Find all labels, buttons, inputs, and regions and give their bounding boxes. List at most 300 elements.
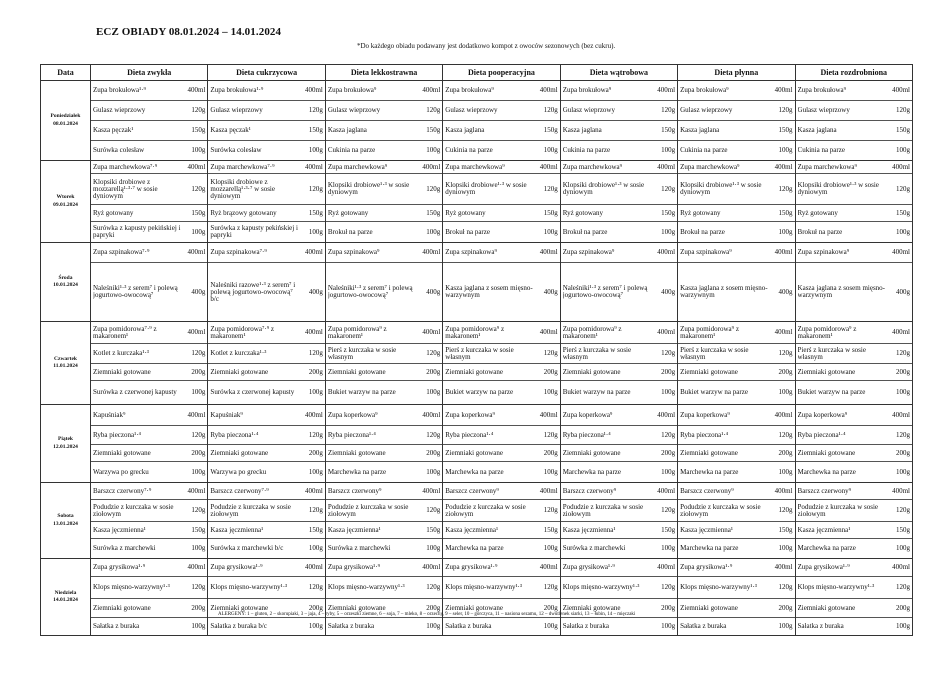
dish-name: Marchewka na parze bbox=[680, 468, 739, 476]
dish-quantity: 150g bbox=[543, 525, 558, 534]
diet-cell bbox=[91, 405, 208, 483]
dish-quantity: 200g bbox=[308, 603, 323, 612]
day-cell bbox=[41, 81, 91, 161]
dish-name: Kotlet z kurczaka¹·³ bbox=[210, 350, 267, 357]
diet-cell bbox=[678, 243, 795, 322]
dish-name: Surówka z marchewki bbox=[93, 545, 156, 552]
dish-line bbox=[208, 500, 324, 522]
dish-name: Ryż gotowany bbox=[797, 209, 838, 217]
dish-quantity: 400ml bbox=[422, 563, 441, 571]
dish-name: Zupa szpinakowa⁷·⁹ bbox=[210, 249, 267, 256]
dish-name: Zupa brokułowa¹·⁹ bbox=[210, 87, 264, 94]
dish-line bbox=[326, 243, 442, 263]
dish-quantity: 400ml bbox=[657, 248, 676, 256]
dish-name: Surówka z kapusty pekińskiej i papryki bbox=[210, 225, 298, 239]
dish-line bbox=[208, 81, 324, 101]
dish-name: Ziemniaki gotowane bbox=[93, 449, 151, 457]
dish-quantity: 100g bbox=[778, 227, 793, 236]
diet-cell bbox=[208, 243, 325, 322]
diet-cell bbox=[443, 405, 560, 483]
dish-line bbox=[678, 81, 794, 101]
dish-quantity: 100g bbox=[543, 622, 558, 630]
day-date: 13.01.2024 bbox=[53, 520, 78, 527]
dish-quantity: 400ml bbox=[657, 486, 676, 495]
dish-line bbox=[91, 559, 207, 577]
dish-name: Cukinia na parze bbox=[445, 147, 493, 154]
dish-name: Ryba pieczona¹·⁴ bbox=[327, 431, 376, 439]
dish-name: Ziemniaki gotowane bbox=[327, 604, 386, 612]
day-date: 11.01.2024 bbox=[53, 363, 78, 369]
dish-name: Bukiet warzyw na parze bbox=[680, 389, 748, 396]
dish-name: Barszcz czerwony⁹ bbox=[445, 487, 499, 495]
dish-name: Kasza jęczmienna¹ bbox=[93, 526, 146, 534]
dish-line bbox=[678, 101, 794, 121]
dish-line bbox=[678, 121, 794, 141]
dish-line bbox=[678, 445, 794, 462]
dish-line bbox=[796, 500, 912, 522]
dish-name: Sałatka z buraka bbox=[562, 623, 609, 630]
dish-name: Ryba pieczona¹·⁴ bbox=[680, 431, 729, 439]
dish-quantity: 400ml bbox=[422, 248, 441, 256]
day-date: 08.01.2024 bbox=[53, 120, 78, 127]
dish-line bbox=[678, 381, 794, 404]
dish-quantity: 150g bbox=[778, 525, 793, 534]
dish-quantity: 400ml bbox=[304, 328, 323, 336]
dish-line bbox=[796, 426, 912, 445]
day-row bbox=[41, 483, 913, 559]
dish-line bbox=[796, 405, 912, 426]
dish-quantity: 400ml bbox=[304, 86, 323, 94]
dish-name: Ziemniaki gotowane bbox=[327, 368, 386, 376]
dish-quantity: 120g bbox=[778, 106, 793, 114]
dish-name: Sałatka z buraka b/c bbox=[210, 623, 267, 630]
dish-name: Kapuśniak⁹ bbox=[210, 411, 243, 419]
dish-name: Podudzie z kurczaka w sosie ziołowym bbox=[445, 503, 526, 518]
dish-name: Podudzie z kurczaka w sosie ziołowym bbox=[327, 503, 409, 518]
diet-cell bbox=[208, 322, 325, 405]
dish-name: Zupa koperkowa⁹ bbox=[327, 411, 378, 419]
dish-quantity: 200g bbox=[543, 367, 558, 376]
dish-name: Ryba pieczona¹·⁴ bbox=[562, 431, 611, 439]
dish-quantity: 100g bbox=[778, 388, 793, 396]
dish-line bbox=[91, 381, 207, 404]
dish-line bbox=[443, 81, 559, 101]
dish-name: Ziemniaki gotowane bbox=[327, 449, 386, 457]
dish-quantity: 400ml bbox=[774, 86, 793, 94]
dish-line bbox=[561, 344, 677, 364]
dish-quantity: 100g bbox=[308, 388, 323, 396]
dish-quantity: 120g bbox=[426, 349, 441, 357]
dish-name: Cukinia na parze bbox=[562, 147, 611, 154]
dish-quantity: 100g bbox=[308, 467, 323, 476]
dish-quantity: 150g bbox=[426, 525, 441, 534]
diet-cell bbox=[795, 483, 912, 559]
dish-quantity: 200g bbox=[191, 603, 206, 612]
dish-line bbox=[208, 559, 324, 577]
dish-name: Ryba pieczona¹·⁴ bbox=[210, 431, 259, 439]
dish-line bbox=[208, 618, 324, 635]
dish-line bbox=[208, 243, 324, 263]
dish-quantity: 100g bbox=[426, 388, 441, 396]
dish-name: Zupa grysikowa¹·⁹ bbox=[327, 564, 381, 571]
dish-name: Ziemniaki gotowane bbox=[562, 368, 621, 376]
diet-cell bbox=[678, 483, 795, 559]
dish-quantity: 100g bbox=[426, 227, 441, 236]
dish-line bbox=[91, 364, 207, 381]
dish-name: Marchewka na parze bbox=[445, 468, 504, 476]
dish-line bbox=[561, 322, 677, 344]
dish-quantity: 120g bbox=[778, 430, 793, 439]
dish-quantity: 100g bbox=[661, 388, 676, 396]
dish-name: Ryba pieczona¹·⁴ bbox=[797, 431, 846, 439]
dish-quantity: 100g bbox=[191, 146, 206, 154]
dish-name: Surówka colesław bbox=[93, 147, 145, 154]
dish-quantity: 120g bbox=[661, 583, 676, 591]
dish-name: Ryż brązowy gotowany bbox=[210, 209, 277, 217]
dish-quantity: 100g bbox=[308, 622, 323, 630]
dish-quantity: 100g bbox=[661, 467, 676, 476]
dish-quantity: 400ml bbox=[539, 248, 558, 256]
dish-name: Barszcz czerwony⁹ bbox=[797, 487, 852, 495]
dish-quantity: 120g bbox=[191, 506, 206, 514]
dish-name: Ziemniaki gotowane bbox=[445, 449, 503, 457]
dish-line bbox=[561, 101, 677, 121]
dish-name: Brokuł na parze bbox=[327, 228, 373, 236]
dish-line bbox=[208, 161, 324, 174]
dish-quantity: 120g bbox=[896, 184, 910, 193]
dish-line bbox=[91, 263, 207, 321]
dish-line bbox=[208, 405, 324, 426]
day-row bbox=[41, 243, 913, 322]
dish-name: Marchewka na parze bbox=[327, 468, 387, 476]
dish-quantity: 400ml bbox=[304, 486, 323, 495]
dish-name: Ziemniaki gotowane bbox=[797, 604, 856, 612]
dish-name: Kasza jęczmienna¹ bbox=[210, 526, 264, 534]
dish-name: Pierś z kurczaka w sosie własnym bbox=[797, 346, 866, 361]
dish-quantity: 120g bbox=[778, 506, 793, 514]
diet-cell bbox=[325, 405, 442, 483]
dish-line bbox=[678, 263, 794, 321]
dish-line bbox=[561, 559, 677, 577]
dish-line bbox=[208, 222, 324, 242]
dish-line bbox=[91, 539, 207, 558]
dish-name: Klopsiki drobiowe¹·³ w sosie dyniowym bbox=[445, 182, 527, 196]
dish-line bbox=[91, 445, 207, 462]
dish-line bbox=[796, 81, 912, 101]
dish-line bbox=[796, 599, 912, 618]
dish-name: Pierś z kurczaka w sosie własnym bbox=[445, 346, 514, 361]
dish-line bbox=[91, 462, 207, 482]
dish-line bbox=[678, 522, 794, 539]
dish-name: Kasza jaglana bbox=[445, 127, 485, 134]
dish-name: Klopsiki drobiowe¹·³ w sosie dyniowym bbox=[680, 182, 762, 196]
day-cell bbox=[41, 243, 91, 322]
dish-name: Klopsiki drobiowe¹·³ w sosie dyniowym bbox=[562, 182, 645, 196]
dish-line bbox=[326, 174, 442, 205]
dish-line bbox=[796, 141, 912, 160]
dish-name: Surówka z kapusty pekińskiej i papryki bbox=[93, 225, 181, 239]
dish-name: Klops mięsno-warzywny¹·³ bbox=[327, 584, 405, 591]
dish-name: Brokuł na parze bbox=[562, 228, 608, 236]
day-name: Czwartek bbox=[54, 355, 77, 362]
dish-name: Zupa grysikowa¹·⁹ bbox=[210, 564, 263, 571]
dish-name: Marchewka na parze bbox=[680, 545, 739, 552]
dish-line bbox=[208, 522, 324, 539]
dish-name: Zupa marchewkowa⁹ bbox=[680, 163, 740, 171]
header-row bbox=[41, 65, 913, 81]
column-header: Dieta lekkostrawna bbox=[325, 65, 442, 81]
column-header: Dieta pooperacyjna bbox=[443, 65, 560, 81]
dish-quantity: 120g bbox=[191, 106, 206, 114]
dish-line bbox=[91, 344, 207, 364]
day-row bbox=[41, 161, 913, 243]
dish-line bbox=[796, 618, 912, 635]
dish-quantity: 400g bbox=[778, 287, 793, 296]
dish-line bbox=[208, 263, 324, 321]
dish-quantity: 100g bbox=[778, 467, 793, 476]
dish-quantity: 100g bbox=[661, 544, 676, 552]
dish-name: Ziemniaki gotowane bbox=[445, 604, 503, 612]
dish-quantity: 200g bbox=[778, 448, 793, 457]
dish-name: Ziemniaki gotowane bbox=[210, 449, 269, 457]
dish-line bbox=[443, 364, 559, 381]
dish-name: Gulasz wieprzowy bbox=[93, 107, 146, 114]
dish-line bbox=[443, 161, 559, 174]
dish-name: Cukinia na parze bbox=[327, 147, 376, 154]
dish-quantity: 150g bbox=[426, 208, 441, 217]
dish-line bbox=[796, 462, 912, 482]
dish-quantity: 100g bbox=[543, 227, 558, 236]
dish-name: Zupa grysikowa¹·⁹ bbox=[445, 564, 498, 571]
dish-quantity: 150g bbox=[543, 208, 558, 217]
dish-name: Barszcz czerwony⁹ bbox=[680, 487, 734, 495]
dish-name: Kasza jaglana bbox=[562, 127, 602, 134]
dish-line bbox=[326, 539, 442, 558]
day-name: Poniedziałek bbox=[50, 113, 81, 120]
dish-line bbox=[326, 618, 442, 635]
diet-cell bbox=[208, 161, 325, 243]
diet-cell bbox=[795, 559, 912, 636]
dish-name: Kapuśniak⁹ bbox=[93, 411, 126, 419]
dish-line bbox=[796, 121, 912, 141]
diet-cell bbox=[443, 559, 560, 636]
kompot-note: *Do każdego obiadu podawany jest dodatkowo kompot z owoców sezonowych (bez cukru). bbox=[357, 42, 616, 50]
dish-name: Ziemniaki gotowane bbox=[797, 449, 856, 457]
day-name: Środa bbox=[58, 274, 73, 281]
dish-line bbox=[326, 161, 442, 174]
dish-line bbox=[796, 483, 912, 500]
dish-quantity: 100g bbox=[191, 622, 206, 630]
dish-quantity: 100g bbox=[778, 622, 793, 630]
dish-name: Brokuł na parze bbox=[797, 228, 843, 236]
dish-line bbox=[796, 344, 912, 364]
dish-line bbox=[796, 174, 912, 205]
dish-line bbox=[208, 174, 324, 205]
dish-line bbox=[91, 174, 207, 205]
dish-line bbox=[443, 263, 559, 321]
dish-line bbox=[796, 364, 912, 381]
dish-quantity: 400ml bbox=[304, 162, 323, 171]
diet-cell bbox=[678, 161, 795, 243]
dish-quantity: 200g bbox=[896, 448, 910, 457]
dish-name: Ziemniaki gotowane bbox=[210, 368, 269, 376]
dish-quantity: 120g bbox=[896, 106, 910, 114]
column-header: Dieta rozdrobniona bbox=[795, 65, 912, 81]
dish-line bbox=[443, 344, 559, 364]
dish-line bbox=[561, 500, 677, 522]
day-cell bbox=[41, 161, 91, 243]
dish-name: Zupa pomidorowa⁹ z makaronem¹ bbox=[327, 325, 387, 340]
dish-quantity: 120g bbox=[426, 430, 441, 439]
diet-cell bbox=[91, 483, 208, 559]
dish-line bbox=[326, 381, 442, 404]
dish-quantity: 100g bbox=[543, 146, 558, 154]
dish-quantity: 400g bbox=[191, 287, 206, 296]
dish-quantity: 150g bbox=[778, 126, 793, 134]
dish-line bbox=[91, 522, 207, 539]
dish-line bbox=[443, 222, 559, 242]
dish-line bbox=[208, 101, 324, 121]
dish-line bbox=[326, 141, 442, 160]
dish-name: Ziemniaki gotowane bbox=[680, 449, 738, 457]
dish-quantity: 400ml bbox=[657, 328, 676, 336]
dish-quantity: 120g bbox=[661, 184, 676, 193]
dish-quantity: 120g bbox=[308, 430, 323, 439]
dish-quantity: 120g bbox=[426, 583, 441, 591]
dish-name: Ziemniaki gotowane bbox=[562, 604, 621, 612]
dish-line bbox=[678, 618, 794, 635]
dish-quantity: 400ml bbox=[187, 328, 206, 336]
dish-line bbox=[91, 618, 207, 635]
dish-quantity: 400ml bbox=[304, 410, 323, 419]
dish-quantity: 100g bbox=[426, 146, 441, 154]
dish-line bbox=[796, 161, 912, 174]
dish-name: Podudzie z kurczaka w sosie ziołowym bbox=[680, 503, 761, 518]
dish-name: Klops mięsno-warzywny¹·³ bbox=[210, 584, 288, 591]
dish-quantity: 120g bbox=[426, 184, 441, 193]
dish-quantity: 400ml bbox=[422, 486, 441, 495]
dish-name: Barszcz czerwony⁹ bbox=[327, 487, 382, 495]
dish-name: Zupa grysikowa¹·⁹ bbox=[680, 564, 733, 571]
dish-line bbox=[561, 462, 677, 482]
diet-cell bbox=[678, 322, 795, 405]
dish-line bbox=[443, 205, 559, 222]
dish-quantity: 400ml bbox=[187, 486, 206, 495]
diet-cell bbox=[560, 405, 677, 483]
dish-name: Zupa pomidorowa⁷·⁹ z makaronem¹ bbox=[210, 325, 275, 340]
diet-cell bbox=[91, 161, 208, 243]
dish-line bbox=[443, 445, 559, 462]
dish-name: Klopsiki drobiowe z mozzarellą¹·³·⁷ w sosie dyniowym bbox=[210, 178, 275, 200]
dish-name: Cukinia na parze bbox=[680, 147, 728, 154]
dish-name: Zupa grysikowa¹·⁹ bbox=[797, 564, 850, 571]
dish-name: Sałatka z buraka bbox=[93, 623, 140, 630]
dish-line bbox=[91, 222, 207, 242]
dish-quantity: 150g bbox=[191, 126, 206, 134]
dish-name: Klops mięsno-warzywny¹·³ bbox=[445, 584, 522, 591]
dish-name: Zupa marchewkowa⁹ bbox=[797, 163, 857, 171]
dish-quantity: 120g bbox=[543, 506, 558, 514]
dish-name: Ziemniaki gotowane bbox=[797, 368, 856, 376]
dish-quantity: 100g bbox=[191, 467, 206, 476]
dish-name: Kasza pęczak¹ bbox=[93, 127, 134, 134]
dish-name: Zupa szpinakowa⁹ bbox=[327, 249, 380, 256]
dish-line bbox=[796, 243, 912, 263]
diet-cell bbox=[208, 559, 325, 636]
dish-name: Ziemniaki gotowane bbox=[562, 449, 621, 457]
dish-quantity: 150g bbox=[896, 208, 910, 217]
dish-quantity: 400ml bbox=[304, 563, 323, 571]
dish-line bbox=[326, 81, 442, 101]
dish-name: Zupa pomidorowa⁷·⁹ z makaronem¹ bbox=[93, 325, 157, 340]
diet-cell bbox=[560, 81, 677, 161]
diet-cell bbox=[443, 81, 560, 161]
dish-line bbox=[678, 500, 794, 522]
dish-line bbox=[678, 243, 794, 263]
dish-line bbox=[326, 101, 442, 121]
dish-name: Kasza jaglana bbox=[680, 127, 720, 134]
dish-line bbox=[326, 445, 442, 462]
dish-quantity: 200g bbox=[308, 448, 323, 457]
dish-line bbox=[678, 559, 794, 577]
dish-line bbox=[443, 174, 559, 205]
dish-line bbox=[443, 462, 559, 482]
dish-line bbox=[678, 205, 794, 222]
day-name: Sobota bbox=[57, 513, 74, 520]
dish-line bbox=[678, 364, 794, 381]
day-date: 14.01.2024 bbox=[53, 597, 78, 603]
dish-name: Pierś z kurczaka w sosie własnym bbox=[562, 346, 632, 361]
dish-quantity: 200g bbox=[661, 448, 676, 457]
day-name: Niedziela bbox=[54, 589, 77, 596]
dish-line bbox=[443, 539, 559, 558]
dish-name: Ryż gotowany bbox=[562, 209, 604, 217]
dish-quantity: 100g bbox=[426, 544, 441, 552]
dish-line bbox=[208, 445, 324, 462]
dish-line bbox=[796, 205, 912, 222]
dish-quantity: 120g bbox=[308, 349, 323, 357]
diet-cell bbox=[795, 405, 912, 483]
dish-quantity: 100g bbox=[543, 467, 558, 476]
dish-quantity: 400ml bbox=[892, 410, 910, 419]
dish-line bbox=[443, 101, 559, 121]
dish-quantity: 400ml bbox=[774, 563, 793, 571]
dish-name: Kasza jęczmienna¹ bbox=[797, 526, 851, 534]
day-cell bbox=[41, 483, 91, 559]
dish-quantity: 400g bbox=[426, 287, 441, 296]
dish-line bbox=[678, 161, 794, 174]
dish-quantity: 100g bbox=[661, 146, 676, 154]
dish-line bbox=[326, 263, 442, 321]
dish-line bbox=[561, 618, 677, 635]
dish-quantity: 200g bbox=[778, 603, 793, 612]
dish-quantity: 400ml bbox=[539, 328, 558, 336]
dish-quantity: 120g bbox=[191, 583, 206, 591]
dish-line bbox=[208, 426, 324, 445]
diet-cell bbox=[325, 322, 442, 405]
dish-quantity: 400g bbox=[896, 287, 910, 296]
diet-cell bbox=[208, 405, 325, 483]
dish-line bbox=[561, 174, 677, 205]
dish-name: Kasza jaglana z sosem mięsno-warzywnym bbox=[797, 285, 886, 299]
dish-line bbox=[91, 141, 207, 160]
dish-name: Zupa brokułowa⁹ bbox=[445, 87, 494, 94]
dish-name: Zupa pomidorowa⁹ z makaronem¹ bbox=[797, 325, 857, 340]
dish-name: Bukiet warzyw na parze bbox=[445, 389, 514, 396]
dish-name: Sałatka z buraka bbox=[797, 623, 844, 630]
dish-name: Gulasz wieprzowy bbox=[680, 107, 733, 114]
dish-line bbox=[561, 522, 677, 539]
